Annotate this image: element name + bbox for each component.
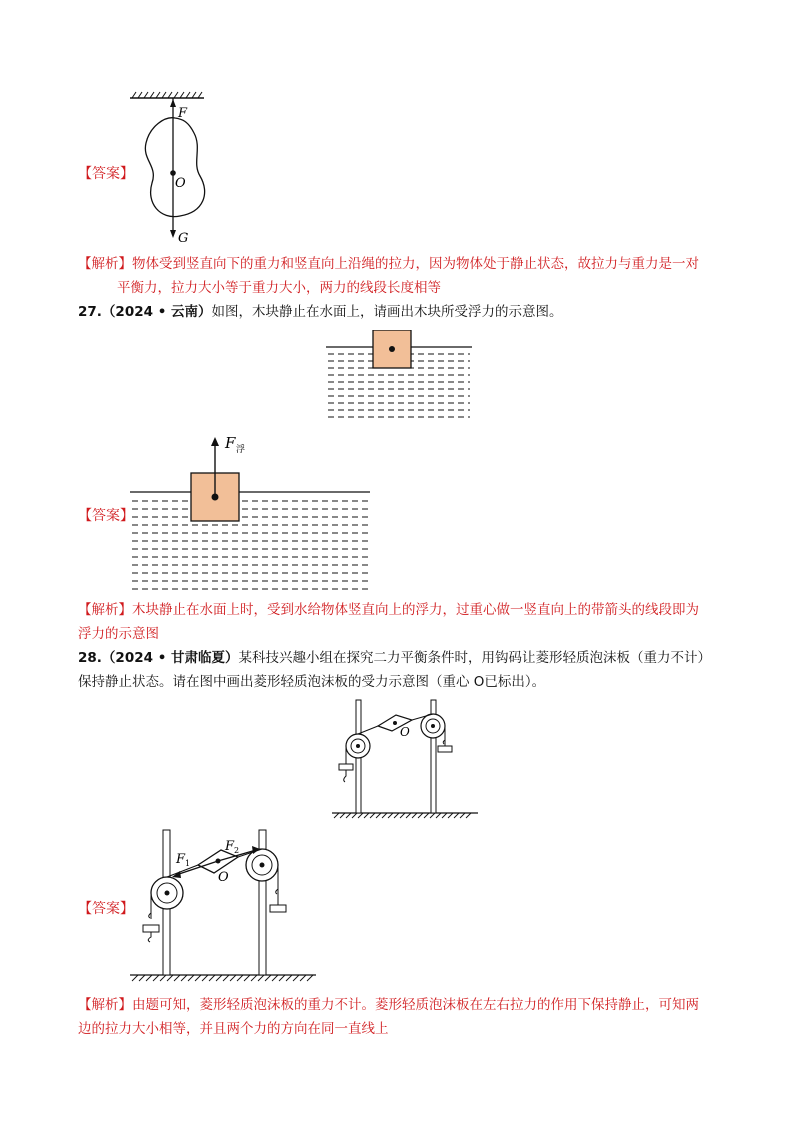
q28-analysis-line2: 边的拉力大小相等，并且两个力的方向在同一直线上 xyxy=(78,1021,389,1037)
force-label-f1-sub: 1 xyxy=(185,859,191,868)
q28-answer-figure xyxy=(128,825,318,985)
q28-answer-label: 【答案】 xyxy=(78,901,134,917)
q28-question-line2: 保持静止状态。请在图中画出菱形轻质泡沫板的受力示意图（重心 O已标出）。 xyxy=(78,674,546,690)
center-label-o: O xyxy=(175,176,186,191)
q27-question-figure xyxy=(326,330,472,424)
force-label-f1: F xyxy=(176,852,186,867)
q27-answer-figure xyxy=(130,432,370,592)
force-label-f: F xyxy=(178,106,188,121)
q27-analysis-line2: 浮力的示意图 xyxy=(78,626,159,642)
buoyancy-label: F xyxy=(225,434,236,452)
q28-analysis-line1: 【解析】由题可知，菱形轻质泡沫板的重力不计。菱形轻质泡沫板在左右拉力的作用下保持静止，可知两 xyxy=(78,997,699,1013)
q28-question-line1: 28.（2024 • 甘肃临夏）某科技兴趣小组在探究二力平衡条件时，用钩码让菱形轻质泡沫板（重力不计） xyxy=(78,650,712,666)
center-label-o: O xyxy=(400,725,410,739)
q26-answer-figure xyxy=(120,88,230,250)
q26-analysis-line1: 【解析】物体受到竖直向下的重力和竖直向上沿绳的拉力，因为物体处于静止状态，故拉力与重力是一对 xyxy=(78,256,699,272)
buoyancy-label-sub: 浮 xyxy=(236,445,246,455)
irregular-body xyxy=(145,118,204,217)
q26-analysis-line2: 平衡力，拉力大小等于重力大小，两力的线段长度相等 xyxy=(117,280,441,296)
center-label-o: O xyxy=(218,870,229,885)
force-label-f2: F xyxy=(225,839,235,854)
q27-answer-label: 【答案】 xyxy=(78,508,134,524)
q27-analysis-line1: 【解析】木块静止在水面上时，受到水给物体竖直向上的浮力，过重心做一竖直向上的带箭头的线段即为 xyxy=(78,602,699,618)
q27-question: 27.（2024 • 云南）如图，木块静止在水面上，请画出木块所受浮力的示意图。 xyxy=(78,304,563,320)
q26-answer-label: 【答案】 xyxy=(78,166,134,182)
q28-question-figure xyxy=(330,698,480,820)
force-label-f2-sub: 2 xyxy=(234,846,240,855)
force-label-g: G xyxy=(178,231,189,246)
